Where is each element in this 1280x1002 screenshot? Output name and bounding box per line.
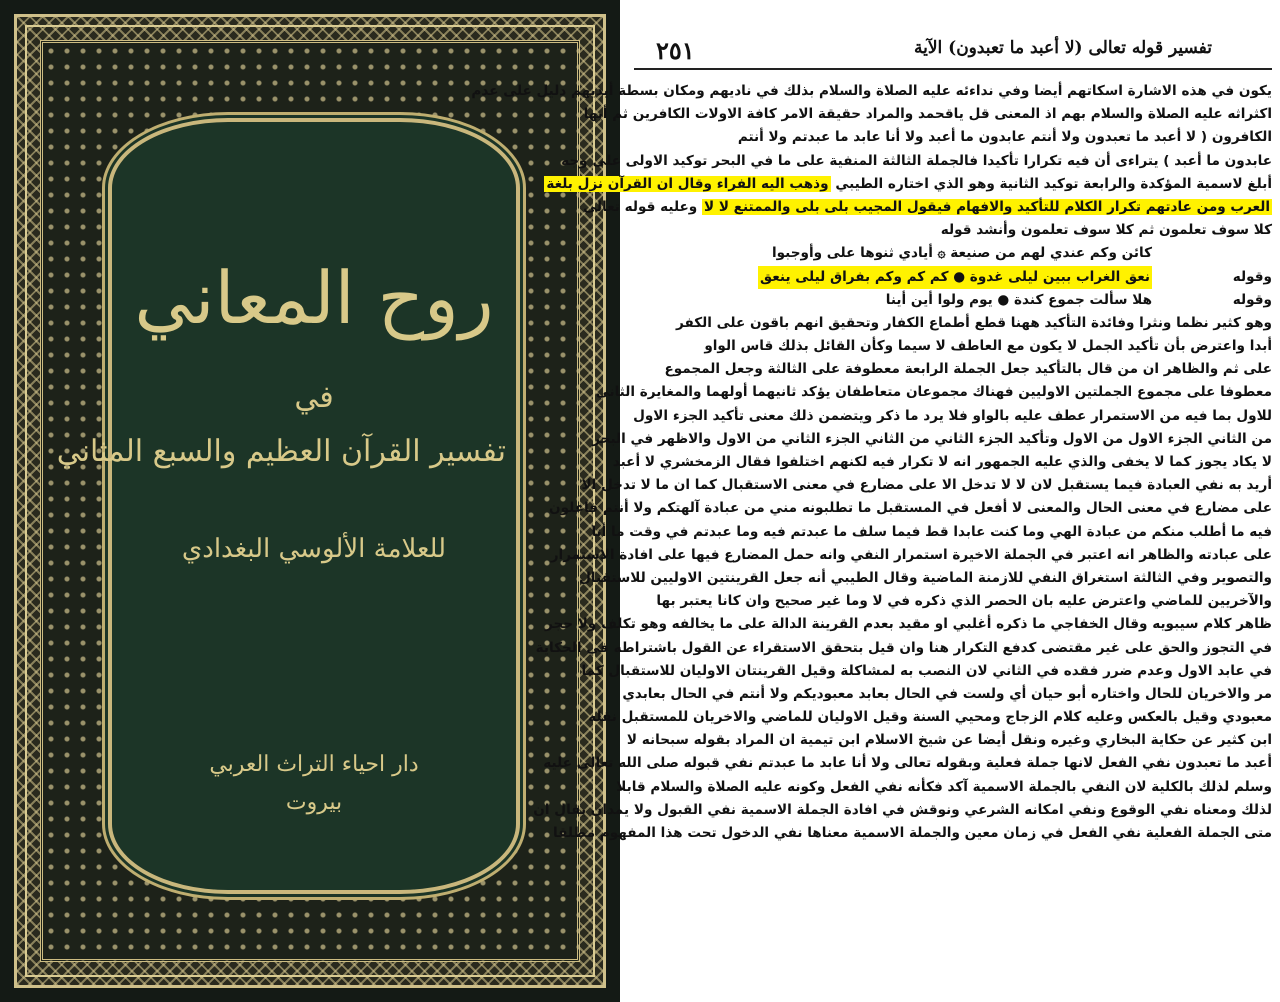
text-line xyxy=(616,776,1272,799)
verse-text: هلا سألت جموع كندة ● يوم ولوا أين أينا xyxy=(885,291,1152,308)
line-text: أريد به نفي العبادة فيما يستقبل لان لا لا تدخل الا على مضارع في معنى الاستقبال كما ان ما لا تدخل الا xyxy=(581,477,1272,494)
text-line xyxy=(552,822,1272,845)
line-text: والآخريين للماضي واعترض عليه بان الحصر الذي ذكره في لا وما غير صحيح وان كانا يعتبر بها xyxy=(656,593,1272,610)
page-number: ٢٥١ xyxy=(656,36,695,65)
text-line xyxy=(533,799,1272,822)
text-line xyxy=(544,613,1272,636)
text-line xyxy=(634,312,1272,335)
line-text-tail: وعليه قوله تعالى xyxy=(583,198,702,215)
cover-city: بيروت xyxy=(285,790,343,815)
text-line xyxy=(592,428,1272,451)
highlighted-verse: نعق الغراب ببين ليلى غدوة ● كم كم وكم بفراق ليلى ينعق xyxy=(758,266,1152,289)
cover-title: روح المعاني xyxy=(134,256,494,340)
text-line xyxy=(471,80,1272,103)
line-text: متى الجملة الفعلية نفي الفعل في زمان معين والجملة الاسمية معناها نفي الدخول تحت هذا المفهوم مطلقا xyxy=(552,825,1272,841)
line-text: معطوفا على مجموع الجملتين الاوليين فهناك مجموعان متعاطفان يؤكد ثانيهما أولهما والمغايرة الثاني xyxy=(595,384,1272,401)
text-line xyxy=(549,497,1272,520)
verse-label: وقوله xyxy=(1232,291,1272,308)
highlighted-text: العرب ومن عادتهم تكرار الكلام للتأكيد والافهام فيقول المجيب بلى بلى والممتنع لا لا xyxy=(703,198,1270,215)
line-text: عابدون ما أعبد ) يتراءى أن فيه تكرارا تأكيدا فالجملة الثالثة المنفية على ما في البحر توكيد الاولى على وجه xyxy=(561,152,1272,169)
cover-publisher: دار احياء التراث العربي xyxy=(209,752,419,777)
line-text: في عابد الاول وعدم ضرر فقده في الثاني لان النصب به لمشاكلة وقيل القرينتان الاوليان للاستقبال كما xyxy=(581,662,1272,679)
text-line xyxy=(550,544,1272,567)
line-text: اكثراثه عليه الصلاة والسلام بهم اذ المعنى قل ياقحمد والمراد حقيقة الامر كافة الاولات الكافرين ثم أيها xyxy=(583,106,1272,123)
text-line xyxy=(543,752,1272,775)
paragraph-block-1 xyxy=(471,80,1272,242)
text-line xyxy=(581,474,1272,497)
cover-author: للعلامة الألوسي البغدادي xyxy=(181,534,447,564)
cover-fi: في xyxy=(294,380,334,415)
line-text: على ثم والظاهر ان من قال بالتأكيد جعل الجملة الرابعة معطوفة على الثالثة وجعل المجموع xyxy=(664,361,1272,378)
text-line xyxy=(626,729,1272,752)
line-text: مر والاخريان للحال واختاره أبو حيان أي ولست في الحال بعابد معبوديكم ولا أنتم في الحال بعابدي xyxy=(622,685,1272,702)
line-text: كلا سوف تعلمون ثم كلا سوف تعلمون وأنشد قوله xyxy=(940,222,1272,239)
line-text: في التجوز والحق على غير مقتضى كدفع التكرار هنا وان قيل بتحقق الاستقراء عن القول باشتراطه في الحكاية xyxy=(535,639,1272,656)
cover-center-panel xyxy=(56,118,520,894)
line-text: أبلغ لاسمية المؤكدة والرابعة توكيد الثانية وهو الذي اختاره الطيبي xyxy=(830,175,1272,192)
text-line xyxy=(588,706,1272,729)
text-line xyxy=(581,660,1272,683)
line-text: الكافرون ( لا أعبد ما تعبدون ولا أنتم عابدون ما أعبد ولا أنا عابد ما عبدتم ولا أنتم xyxy=(737,129,1272,146)
paragraph-block-2 xyxy=(533,312,1272,845)
line-text: وهو كثير نظما ونثرا وفائدة التأكيد ههنا قطع أطماع الكفار وتحقيق انهم باقون على الكفر xyxy=(676,314,1272,331)
line-text: أعبد ما تعبدون نفي الفعل لانها جملة فعلية وبقوله تعالى ولا أنا عابد ما عبدتم نفي قبوله صلى الله تعالى عليه xyxy=(543,755,1272,772)
verse-block xyxy=(634,242,1272,312)
text-line xyxy=(595,381,1272,404)
line-text: ظاهر كلام سيبويه وقال الخفاجي ما ذكره أغلبي او مقيد بعدم القرينة الدالة على ما يخالفه وهو تكلف ولا حجر xyxy=(544,616,1272,633)
text-line xyxy=(634,590,1272,613)
text-line xyxy=(546,173,1272,196)
highlighted-text: وذهب اليه الفراء وقال ان القرآن نزل بلغة xyxy=(546,175,829,192)
text-line xyxy=(634,358,1272,381)
scanned-page xyxy=(471,0,1280,1002)
cover-subtitle: تفسير القرآن العظيم والسبع المثاني xyxy=(56,434,506,469)
verse-line xyxy=(634,242,1272,265)
book-cover xyxy=(0,0,620,1002)
line-text: لذلك ومعناه نفي الوقوع ونفي امكانه الشرعي ونوقش في افادة الجملة الاسمية نفي القبول ولا يمدان يقال ان xyxy=(533,801,1272,818)
line-text: لا يكاد يجوز كما لا يخفى والذي عليه الجمهور انه لا تكرار فيه لكنهم اختلفوا فقال الزمخشري لا أعبد xyxy=(612,454,1272,470)
verse-label: وقوله xyxy=(1232,268,1272,285)
line-text: معبودي وقيل بالعكس وعليه كلام الزجاج ومحيي السنة وقيل الاوليان للماضي والاخريان للمستقبل نقله xyxy=(588,709,1272,726)
verse-line xyxy=(634,266,1272,289)
text-line xyxy=(622,683,1272,706)
text-line xyxy=(612,451,1272,474)
text-line xyxy=(535,637,1272,660)
text-line xyxy=(634,335,1272,358)
line-text: من الثاني الجزء الاول من الاول وتأكيد الجزء الثاني من الثاني الجزء الثاني من الاول والاظهر في البحر xyxy=(592,430,1272,447)
text-line xyxy=(634,219,1272,242)
line-text: ابن كثير عن حكاية البخاري وغيره ونقل أيضا عن شيخ الاسلام ابن تيمية ان المراد بقوله سبحانه لا xyxy=(626,732,1272,749)
verse-line xyxy=(634,289,1272,312)
line-text: للاول بما فيه من الاستمرار عطف عليه بالواو فلا يرد ما ذكر ويتضمن ذلك معنى تأكيد الجزء الاول xyxy=(633,407,1272,424)
line-text: فيه ما أطلب منكم من عبادة الهي وما كنت عابدا قط فيما سلف ما عبدتم فيه وما عبدتم في وقت ما أنا xyxy=(591,523,1272,540)
text-line xyxy=(583,196,1272,219)
text-line xyxy=(579,567,1272,590)
line-text: على مضارع في معنى الحال والمعنى لا أفعل في المستقبل ما تطلبونه مني من عبادة آلهتكم ولا أنتم فاعلون xyxy=(549,500,1272,517)
page-body xyxy=(471,80,1272,845)
line-text: يكون في هذه الاشارة اسكاتهم أيضا وفي نداءئه عليه الصلاة والسلام بذلك في ناديهم ومكان بسطة أيديهم دليل على عدم xyxy=(471,83,1272,99)
line-text: على عبادته والظاهر انه اعتبر في الجملة الاخيرة استمرار النفي وانه حمل المضارع فيها على افادة الاستمرار xyxy=(550,546,1272,563)
line-text: والتصوير وفي الثالثة استغراق النفي للازمنة الماضية وقال الطيبي أنه جعل القرينتين الاوليين للاستقبال xyxy=(579,569,1272,586)
text-line xyxy=(561,150,1272,173)
verse-text: كائن وكم عندي لهم من صنيعة ۞ أيادي ثنوها على وأوجبوا xyxy=(771,245,1152,262)
text-line xyxy=(634,126,1272,149)
text-line xyxy=(583,103,1272,126)
line-text: وسلم لذلك بالكلية لان النفي بالجملة الاسمية آكد فكأنه نفي الفعل وكونه عليه الصلاة والسلام قابلا xyxy=(616,778,1272,795)
text-line xyxy=(634,405,1272,428)
text-line xyxy=(591,521,1272,544)
page-header xyxy=(634,36,1272,70)
line-text: أبدا واعترض بأن تأكيد الجمل لا يكون مع العاطف لا سيما وكأن القائل بذلك قاس الواو xyxy=(704,338,1272,355)
running-title: تفسير قوله تعالى (لا أعبد ما تعبدون) الآية xyxy=(913,38,1212,58)
